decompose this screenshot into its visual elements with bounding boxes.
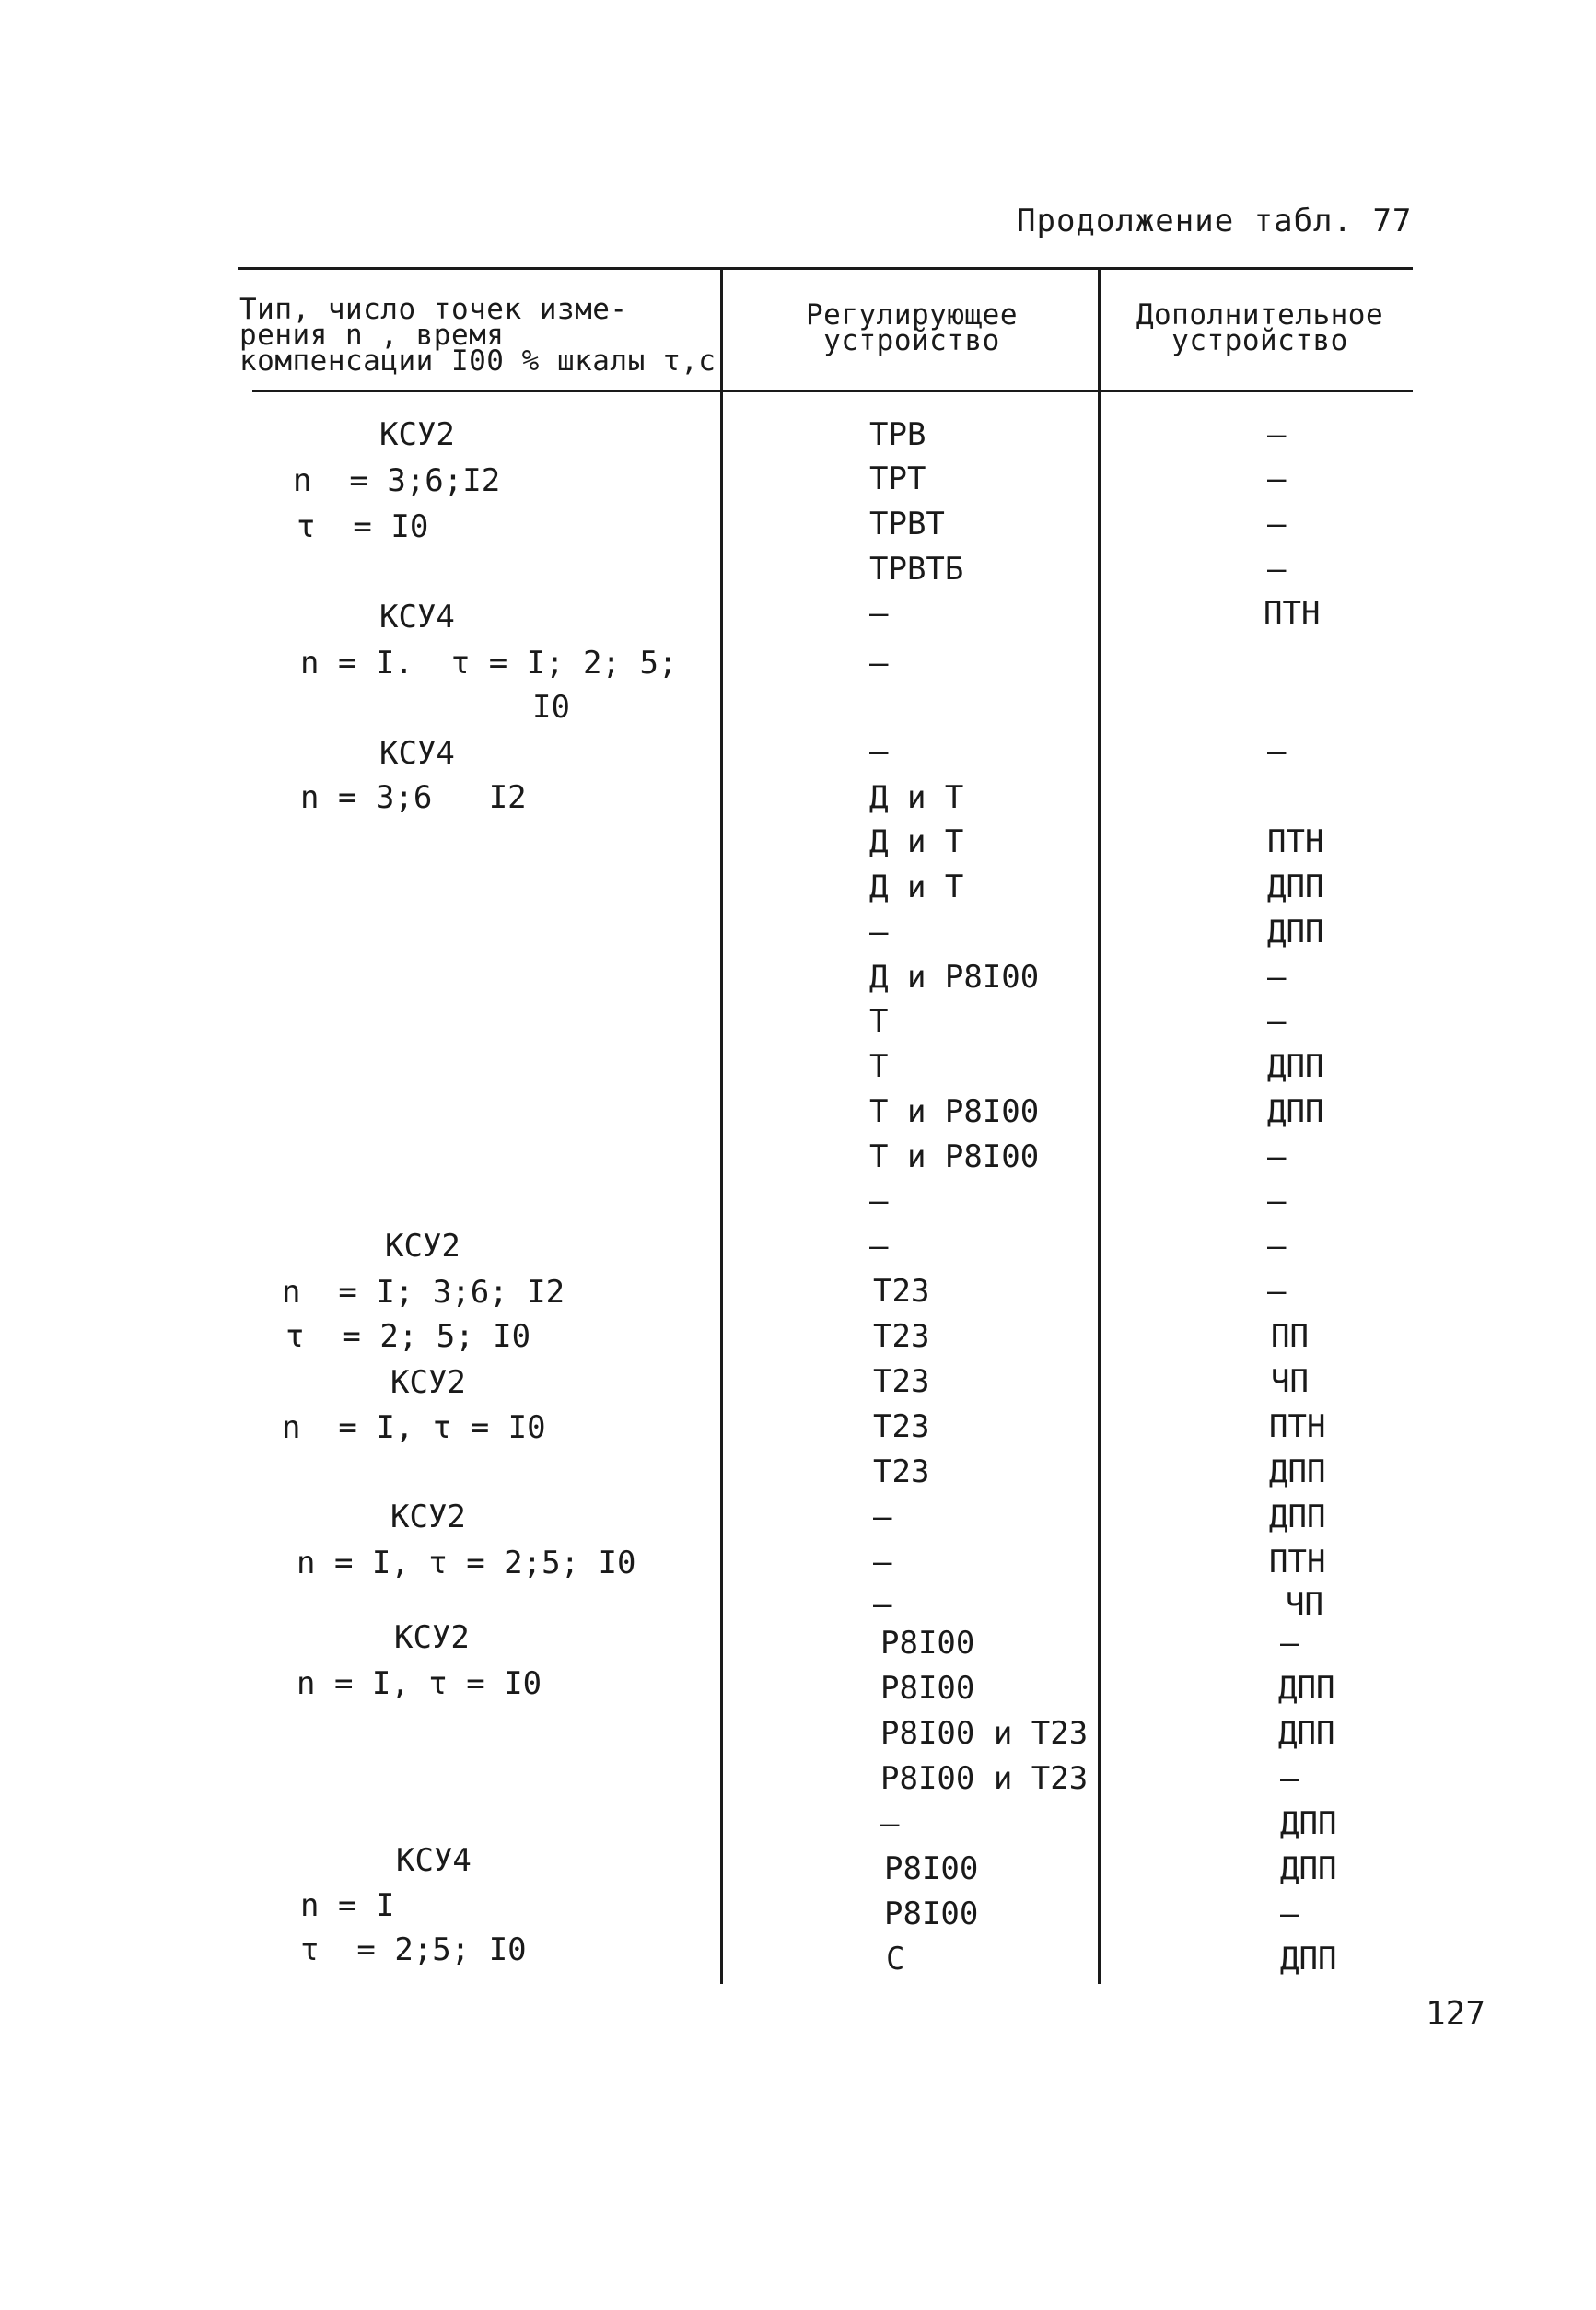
- page-number: 127: [1426, 1995, 1486, 2033]
- header-col1: [239, 293, 718, 378]
- col3-cell: –: [1267, 1003, 1287, 1040]
- column-divider-1: [720, 269, 723, 1984]
- col2-cell: С: [886, 1941, 905, 1978]
- col2-cell: –: [869, 1183, 889, 1219]
- table-top-rule: [238, 267, 1413, 270]
- col3-cell: ДПП: [1280, 1805, 1337, 1842]
- col3-cell: –: [1267, 416, 1287, 453]
- col1-cell: КСУ2: [385, 1228, 460, 1265]
- col2-cell: Т: [869, 1048, 889, 1085]
- col2-cell: –: [869, 914, 889, 951]
- col2-cell: Р8I00: [880, 1670, 975, 1707]
- col3-cell: ПТН: [1267, 823, 1324, 860]
- header-col1-line2: рения n , время: [239, 319, 505, 352]
- col3-cell: ДПП: [1278, 1715, 1335, 1752]
- col2-cell: –: [873, 1586, 892, 1623]
- col2-cell: ТРВТБ: [869, 551, 964, 588]
- col3-cell: ДПП: [1267, 869, 1324, 905]
- col3-cell: ПТН: [1264, 595, 1321, 632]
- col2-cell: Т23: [873, 1453, 930, 1490]
- col1-cell: n = I, τ = I0: [297, 1665, 542, 1702]
- col1-cell: τ = 2;5; I0: [300, 1931, 527, 1968]
- col2-cell: Д и Т: [869, 779, 964, 816]
- col1-cell: n = I: [300, 1887, 395, 1924]
- col3-cell: –: [1267, 1228, 1287, 1265]
- col3-cell: –: [1267, 551, 1287, 588]
- col3-cell: ЧП: [1271, 1363, 1309, 1400]
- col1-cell: n = I; 3;6; I2: [282, 1274, 565, 1311]
- col2-cell: Т23: [873, 1363, 930, 1400]
- col3-cell: ДПП: [1278, 1670, 1335, 1707]
- col2-cell: Р8I00: [884, 1850, 979, 1887]
- col3-cell: ДПП: [1269, 1453, 1326, 1490]
- col3-cell: –: [1280, 1896, 1299, 1932]
- col3-cell: ПТН: [1269, 1408, 1326, 1445]
- col1-cell: КСУ4: [396, 1842, 472, 1879]
- col2-cell: ТРВ: [869, 416, 926, 453]
- col2-cell: –: [869, 1228, 889, 1265]
- col2-cell: Д и Т: [869, 823, 964, 860]
- header-col2-line1: Регулирующее: [806, 298, 1018, 332]
- col2-cell: Д и Р8I00: [869, 959, 1040, 996]
- col1-cell: n = 3;6 I2: [300, 779, 527, 816]
- col2-cell: ТРВТ: [869, 506, 945, 542]
- col2-cell: Р8I00 и Т23: [880, 1760, 1089, 1797]
- col1-cell: n = I, τ = 2;5; I0: [297, 1545, 636, 1581]
- col1-cell: КСУ4: [379, 599, 455, 636]
- col2-cell: Т23: [873, 1273, 930, 1310]
- col3-cell: –: [1267, 733, 1287, 770]
- continuation-label: Продолжение табл. 77: [1017, 203, 1413, 239]
- col2-cell: –: [869, 645, 889, 682]
- header-col3-line2: устройство: [1171, 324, 1348, 357]
- col1-cell: n = I. τ = I; 2; 5;: [300, 645, 678, 682]
- col2-cell: Р8I00 и Т23: [880, 1715, 1089, 1752]
- col1-cell: n = I, τ = I0: [282, 1409, 546, 1446]
- header-col3-line1: Дополнительное: [1136, 298, 1384, 332]
- col3-cell: –: [1267, 506, 1287, 542]
- col3-cell: ЧП: [1286, 1586, 1323, 1623]
- col3-cell: ДПП: [1267, 1048, 1324, 1085]
- col3-cell: ДПП: [1269, 1499, 1326, 1535]
- col3-cell: –: [1267, 1183, 1287, 1219]
- col3-cell: –: [1280, 1760, 1299, 1797]
- col2-cell: –: [869, 595, 889, 632]
- col3-cell: ДПП: [1280, 1850, 1337, 1887]
- col1-cell: КСУ2: [394, 1619, 470, 1656]
- col1-cell: КСУ4: [379, 735, 455, 772]
- col2-cell: –: [880, 1805, 900, 1842]
- col3-cell: ДПП: [1267, 1093, 1324, 1130]
- column-divider-2: [1098, 269, 1101, 1984]
- header-col2-line2: устройство: [823, 324, 1000, 357]
- col3-cell: ДПП: [1280, 1941, 1337, 1978]
- col2-cell: Р8I00: [884, 1896, 979, 1932]
- col2-cell: –: [873, 1499, 892, 1535]
- col1-cell: КСУ2: [390, 1499, 466, 1535]
- col3-cell: –: [1267, 1138, 1287, 1175]
- col3-cell: ПТН: [1269, 1544, 1326, 1581]
- col2-cell: –: [869, 733, 889, 770]
- col2-cell: –: [873, 1544, 892, 1581]
- col3-cell: –: [1267, 1273, 1287, 1310]
- table-header-rule: [252, 390, 1413, 392]
- col3-cell: ДПП: [1267, 914, 1324, 951]
- col2-cell: Т: [869, 1003, 889, 1040]
- header-col1-line3: компенсации I00 % шкалы τ,с: [239, 344, 716, 378]
- col3-cell: –: [1280, 1625, 1299, 1662]
- header-col3: [1111, 298, 1409, 357]
- col2-cell: Р8I00: [880, 1625, 975, 1662]
- col2-cell: Д и Т: [869, 869, 964, 905]
- header-col1-line1: Тип, число точек изме-: [239, 293, 628, 326]
- col1-cell: КСУ2: [390, 1364, 466, 1401]
- col2-cell: Т23: [873, 1318, 930, 1355]
- col1-cell: τ = 2; 5; I0: [285, 1318, 531, 1355]
- col1-cell: n = 3;6;I2: [293, 462, 501, 499]
- col2-cell: ТРТ: [869, 461, 926, 497]
- col2-cell: Т и Р8I00: [869, 1138, 1040, 1175]
- header-col2: [737, 298, 1087, 357]
- col1-cell: I0: [532, 689, 570, 726]
- col2-cell: Т и Р8I00: [869, 1093, 1040, 1130]
- col1-cell: τ = I0: [297, 508, 429, 545]
- col3-cell: ПП: [1271, 1318, 1309, 1355]
- col1-cell: КСУ2: [379, 416, 455, 453]
- col3-cell: –: [1267, 461, 1287, 497]
- col3-cell: –: [1267, 959, 1287, 996]
- col2-cell: Т23: [873, 1408, 930, 1445]
